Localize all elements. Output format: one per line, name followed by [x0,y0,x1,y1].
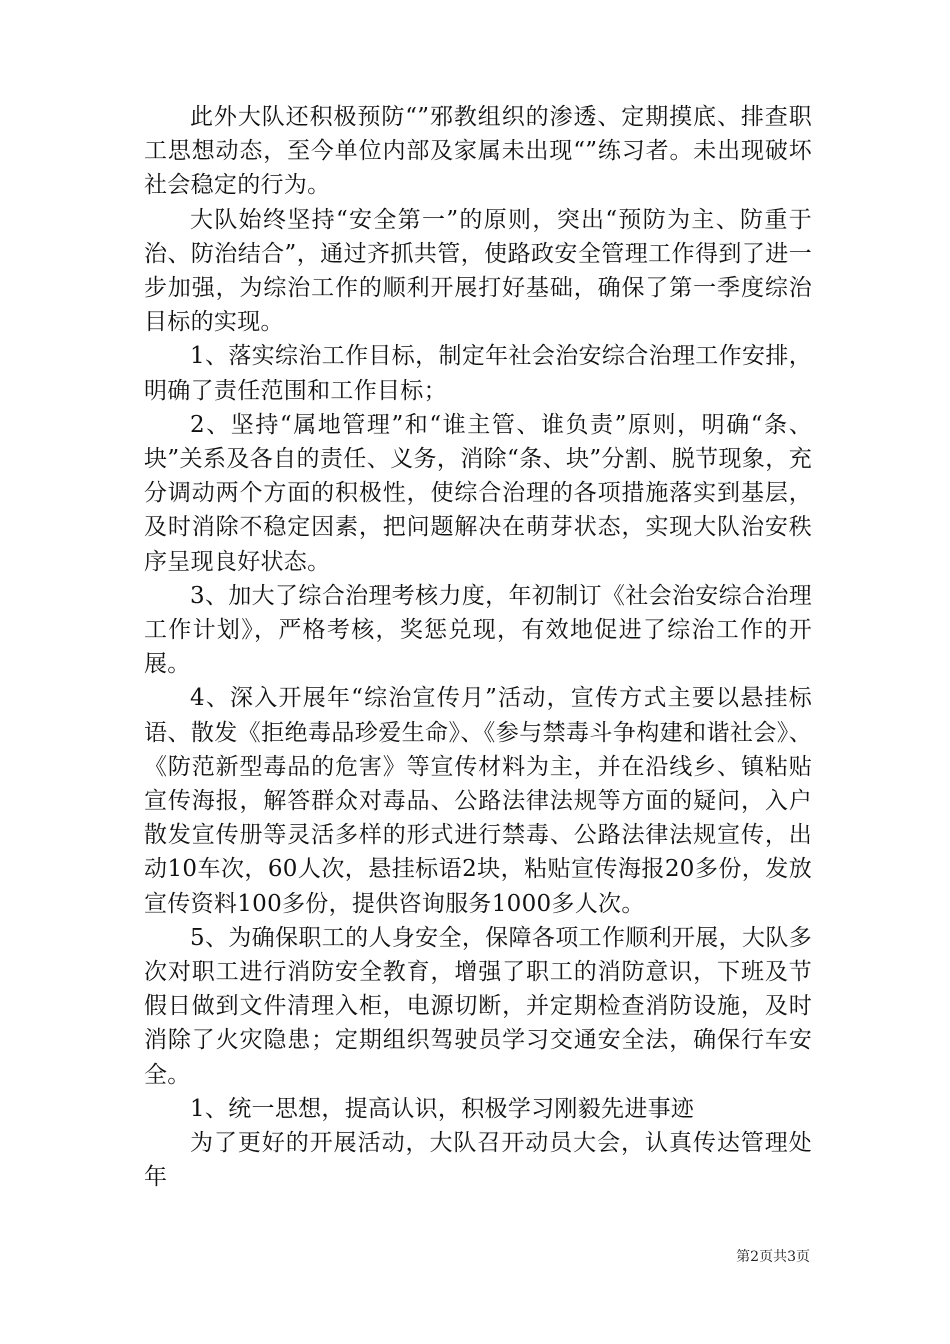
paragraph-prevention: 此外大队还积极预防“”邪教组织的渗透、定期摸底、排查职工思想动态，至今单位内部及家属未出现“”练习者。未出现破坏社会稳定的行为。 [144,104,812,199]
page-number-footer: 第2页共3页 [736,1249,810,1265]
document-body [144,100,812,1195]
paragraph-section-heading: 1、统一思想，提高认识，积极学习刚毅先进事迹 [190,1095,695,1122]
paragraph-mobilization: 为了更好的开展活动，大队召开动员大会，认真传达管理处年 [144,1130,812,1191]
paragraph-item-3-assessment: 3、加大了综合治理考核力度，年初制订《社会治安综合治理工作计划》，严格考核，奖惩兑现，有效地促进了综治工作的开展。 [144,582,812,678]
paragraph-safety-principle: 大队始终坚持“安全第一”的原则，突出“预防为主、防重于治、防治结合”，通过齐抓共管，使路政安全管理工作得到了进一步加强，为综治工作的顺利开展打好基础，确保了第一季度综治目标的实现。 [144,206,812,336]
paragraph-item-2-responsibility: 2、坚持“属地管理”和“谁主管、谁负责”原则，明确“条、块”关系及各自的责任、义务，消除“条、块”分割、脱节现象，充分调动两个方面的积极性，使综合治理的各项措施落实到基层，及时消除不稳定因素，把问题解决在萌芽状态，实现大队治安秩序呈现良好状态。 [144,411,812,575]
paragraph-item-5-fire-safety: 5、为确保职工的人身安全，保障各项工作顺利开展，大队多次对职工进行消防安全教育，增强了职工的消防意识，下班及节假日做到文件清理入柜，电源切断，并定期检查消防设施，及时消除了火灾隐患；定期组织驾驶员学习交通安全法，确保行车安全。 [144,924,812,1088]
paragraph-item-1-goals: 1、落实综治工作目标，制定年社会治安综合治理工作安排，明确了责任范围和工作目标； [144,343,812,404]
paragraph-item-4-publicity: 4、深入开展年“综治宣传月”活动，宣传方式主要以悬挂标语、散发《拒绝毒品珍爱生命》、《参与禁毒斗争构建和谐社会》、《防范新型毒品的危害》等宣传材料为主，并在沿线乡、镇粘贴宣传海报，解答群众对毒品、公路法律法规等方面的疑问，入户散发宣传册等灵活多样的形式进行禁毒、公路法律法规宣传，出动10车次，60人次，悬挂标语2块，粘贴宣传海报20多份，发放宣传资料100多份，提供咨询服务1000多人次。 [144,685,812,917]
